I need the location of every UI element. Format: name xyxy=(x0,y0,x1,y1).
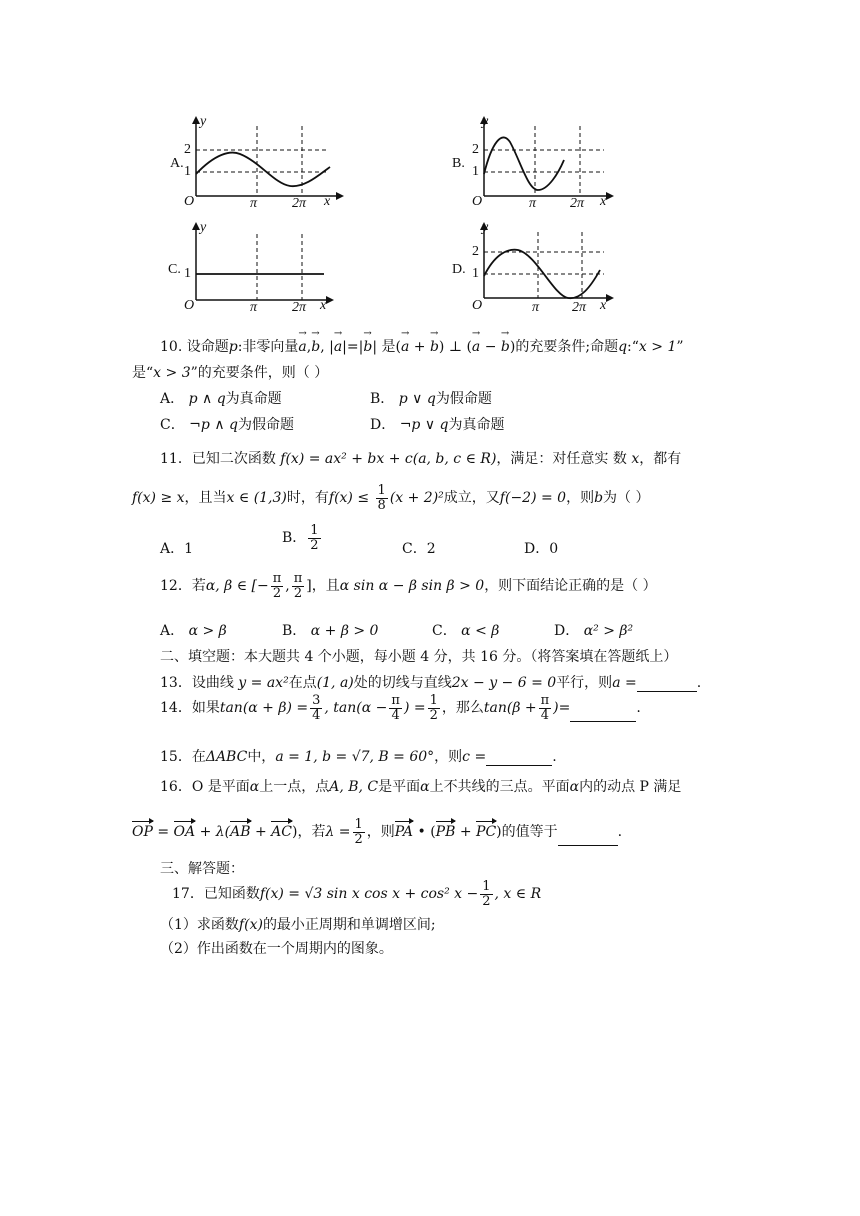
graph-c-2pi: 2π xyxy=(292,300,307,315)
q10-option-a: A． p ∧ q为真命题 xyxy=(160,391,282,407)
graph-b xyxy=(446,112,636,212)
q16-answer-blank xyxy=(558,831,618,846)
graph-b-o: O xyxy=(472,194,483,209)
q16-line1: 16．O 是平面α上一点，点A, B, C是平面α上不共线的三点。平面α内的动点 P 满足 xyxy=(160,779,682,795)
graph-a-label: A. xyxy=(170,156,184,171)
graph-d-2pi: 2π xyxy=(572,300,587,315)
q17-line1: 17．已知函数f(x) = √3 sin x cos x + cos² x − $\frac{1}{2}$ , x ∈ R xyxy=(172,879,542,909)
graph-c-o: O xyxy=(184,298,195,313)
graph-d-1: 1 xyxy=(472,266,479,281)
graph-a-2pi: 2π xyxy=(292,196,307,211)
graph-b-y: y xyxy=(482,114,489,129)
graph-d-y: y xyxy=(482,220,489,235)
graph-d-label: D. xyxy=(452,262,466,277)
graph-d-pi: π xyxy=(532,300,540,315)
q11-fraction: $\frac{1}{8}$ xyxy=(377,483,386,513)
q14: 14．如果tan(α + β) = $\frac{3}{4}$ , tan(α − $\frac{\pi}{4}$ ) = $\frac{1}{2}$ ，那么tan(β + $\frac{\pi}{4}$ )= . xyxy=(160,693,641,723)
graph-b-pi: π xyxy=(529,196,537,211)
q11-option-d: D．0 xyxy=(524,541,559,557)
q15-answer-blank xyxy=(486,751,552,766)
graph-c-y: y xyxy=(200,220,207,235)
graph-d-2: 2 xyxy=(472,244,479,259)
q10-line2: 是“x > 3”的充要条件，则（ ） xyxy=(132,365,329,381)
graph-c-1: 1 xyxy=(184,266,191,281)
q13: 13．设曲线 y = ax²在点(1, a)处的切线与直线2x − y − 6 = 0平行，则a = . xyxy=(160,675,702,691)
q17-part2: （2）作出函数在一个周期内的图象。 xyxy=(160,941,393,957)
graph-b-x: x xyxy=(600,194,607,209)
graph-a-x: x xyxy=(324,194,331,209)
graph-c-label: C. xyxy=(168,262,181,277)
q12-line1: 12．若α, β ∈ [− $\frac{\pi}{2}$ , $\frac{\pi}{2}$ ]，且α sin α − β sin β > 0，则下面结论正确的是（ ） xyxy=(160,571,657,601)
q12-option-b: B． α + β > 0 xyxy=(282,623,379,639)
q11-line2: f(x) ≥ x，且当x ∈ (1,3)时，有f(x) ≤ $\frac{1}{8}$ (x + 2)²成立，又f(−2) = 0，则b为（ ） xyxy=(132,483,650,513)
graph-b-2pi: 2π xyxy=(570,196,585,211)
graph-d xyxy=(446,218,636,318)
q12-option-a: A． α > β xyxy=(160,623,227,639)
graph-a-1: 1 xyxy=(184,164,191,179)
q11-line1: 11．已知二次函数 f(x) = ax² + bx + c(a, b, c ∈ R)，满足：对任意实 数 x，都有 xyxy=(160,451,682,467)
q10-line1: 10. 设命题p:非零向量→ a,→ b, |→ a|=|→ b| 是(→ a + → b) ⊥ (→ a − → b)的充要条件;命题q:“x > 1” xyxy=(160,336,684,356)
graph-c xyxy=(160,218,350,318)
q14-answer-blank xyxy=(570,707,636,722)
graph-b-1: 1 xyxy=(472,164,479,179)
q11-option-b: B． $\frac{1}{2}$ xyxy=(282,523,319,553)
q12-option-c: C． α < β xyxy=(432,623,500,639)
q12-option-d: D． α² > β² xyxy=(554,623,634,639)
graph-a xyxy=(160,112,350,212)
graph-d-x: x xyxy=(600,298,607,313)
graph-d-o: O xyxy=(472,298,483,313)
q10-option-d: D． ¬p ∨ q为真命题 xyxy=(370,417,505,433)
q15: 15．在ΔABC中，a = 1, b = √7, B = 60°，则c = . xyxy=(160,749,557,765)
graph-a-o: O xyxy=(184,194,195,209)
q11-option-a: A．1 xyxy=(160,541,194,557)
graph-c-x: x xyxy=(320,298,327,313)
graph-a-y: y xyxy=(200,114,207,129)
q16-line2: OP = OA + λ(AB + AC)，若λ = $\frac{1}{2}$ ，则PA • (PB + PC)的值等于 . xyxy=(132,817,623,847)
graph-a-pi: π xyxy=(250,196,258,211)
graph-a-2: 2 xyxy=(184,142,191,157)
section-2-heading: 二、填空题：本大题共 4 个小题，每小题 4 分，共 16 分。（将答案填在答题纸上） xyxy=(160,649,678,665)
graph-c-pi: π xyxy=(250,300,258,315)
q11-option-c: C．2 xyxy=(402,541,436,557)
q13-answer-blank xyxy=(637,677,697,692)
graph-b-label: B. xyxy=(452,156,465,171)
graph-b-2: 2 xyxy=(472,142,479,157)
section-3-heading: 三、解答题： xyxy=(160,861,244,877)
q17-part1: （1）求函数f(x)的最小正周期和单调增区间; xyxy=(160,917,436,933)
q10-option-b: B． p ∨ q为假命题 xyxy=(370,391,492,407)
q10-option-c: C． ¬p ∧ q为假命题 xyxy=(160,417,294,433)
